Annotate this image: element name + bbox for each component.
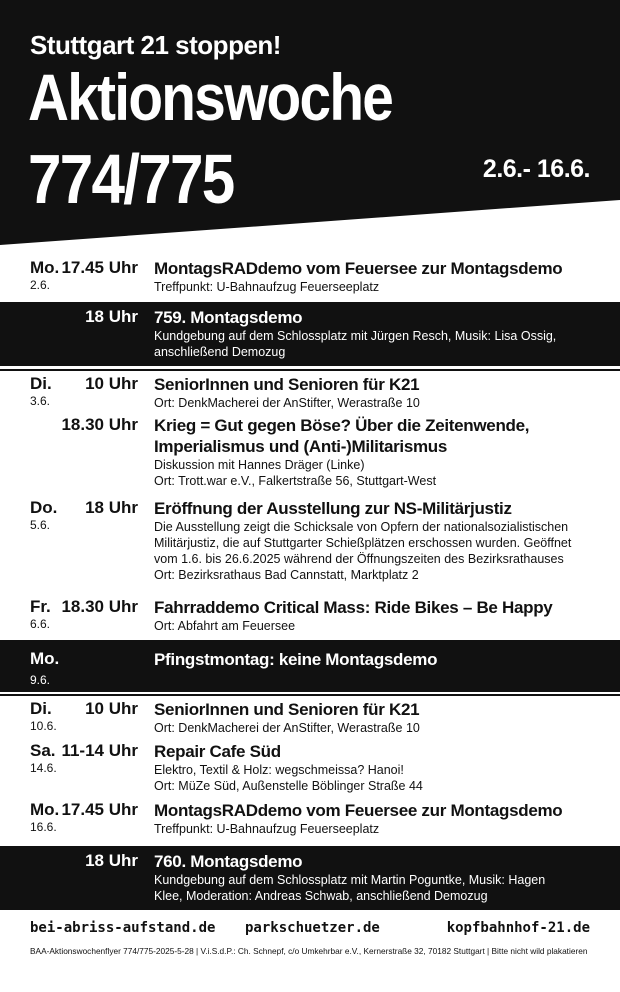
divider: [0, 694, 620, 696]
header-date-range: 2.6.- 16.6.: [482, 155, 590, 183]
event-time: 18.30 Uhr: [61, 415, 138, 434]
event-description: Ort: DenkMacherei der AnStifter, Werastraße 10: [154, 721, 420, 735]
event-time: 11-14 Uhr: [61, 741, 138, 760]
event-description: Elektro, Textil & Holz: wegschmeissa? Hanoi!: [154, 763, 404, 777]
event-item: [0, 413, 620, 493]
event-item: [0, 372, 620, 414]
event-time: 10 Uhr: [85, 699, 138, 718]
event-description: vom 1.6. bis 26.6.2025 während der Öffnungszeiten des Bezirksrathauses: [154, 552, 564, 566]
header-banner: [0, 0, 620, 250]
event-day: Fr.: [30, 597, 51, 616]
event-time: 18 Uhr: [85, 851, 138, 870]
event-time: 18 Uhr: [85, 307, 138, 326]
event-title: Eröffnung der Ausstellung zur NS-Militärjustiz: [154, 499, 512, 518]
event-title-line2: Imperialismus und (Anti-)Militarismus: [154, 437, 448, 456]
footer-link-kopfbahnhof-21[interactable]: kopfbahnhof-21.de: [446, 920, 590, 936]
event-time: 18.30 Uhr: [61, 597, 138, 616]
event-description: Treffpunkt: U-Bahnaufzug Feuerseeplatz: [154, 280, 380, 294]
event-day: Do.: [30, 498, 58, 517]
event-item-highlight: [0, 846, 620, 910]
event-description: Kundgebung auf dem Schlossplatz mit Jürgen Resch, Musik: Lisa Ossig,: [154, 329, 557, 343]
event-item: [0, 496, 620, 594]
event-time: 17.45 Uhr: [61, 258, 138, 277]
event-date: 5.6.: [30, 518, 51, 532]
event-item: [0, 595, 620, 637]
event-date: 2.6.: [30, 278, 51, 292]
event-description: Treffpunkt: U-Bahnaufzug Feuerseeplatz: [154, 822, 380, 836]
event-title: 759. Montagsdemo: [154, 308, 303, 327]
footer-link-bei-abriss-aufstand[interactable]: bei-abriss-aufstand.de: [30, 920, 216, 936]
event-title: Fahrraddemo Critical Mass: Ride Bikes – Be Happy: [154, 598, 553, 617]
event-item: [0, 739, 620, 797]
event-title: SeniorInnen und Senioren für K21: [154, 375, 420, 394]
event-title: Pfingstmontag: keine Montagsdemo: [154, 650, 438, 669]
event-time: 10 Uhr: [85, 374, 138, 393]
event-day: Di.: [30, 374, 52, 393]
event-date: 6.6.: [30, 617, 51, 631]
event-description: Klee, Moderation: Andreas Schwab, anschließend Demozug: [154, 889, 488, 903]
event-description: Die Ausstellung zeigt die Schicksale von Opfern der nationalsozialistischen: [154, 520, 569, 534]
header-subtitle: Stuttgart 21 stoppen!: [30, 30, 281, 60]
event-time: 18 Uhr: [85, 498, 138, 517]
event-title: 760. Montagsdemo: [154, 852, 303, 871]
event-title: Repair Cafe Süd: [154, 742, 281, 761]
event-description: Ort: Abfahrt am Feuersee: [154, 619, 296, 633]
event-date: 3.6.: [30, 394, 51, 408]
event-title: MontagsRADdemo vom Feuersee zur Montagsdemo: [154, 801, 563, 820]
event-item: [0, 798, 620, 840]
event-description: Ort: Trott.war e.V., Falkertstraße 56, Stuttgart-West: [154, 474, 437, 488]
event-description: Ort: MüZe Süd, Außenstelle Böblinger Straße 44: [154, 779, 423, 793]
event-day: Mo.: [30, 800, 60, 819]
event-day: Di.: [30, 699, 52, 718]
event-description: Diskussion mit Hannes Dräger (Linke): [154, 458, 365, 472]
header-week-numbers: 774/775: [28, 140, 234, 218]
event-day: Sa.: [30, 741, 56, 760]
event-item-highlight: [0, 640, 620, 692]
event-description: Kundgebung auf dem Schlossplatz mit Martin Poguntke, Musik: Hagen: [154, 873, 546, 887]
event-description: Ort: Bezirksrathaus Bad Cannstatt, Marktplatz 2: [154, 568, 419, 582]
event-description: Militärjustiz, die auf Stuttgarter Schießplätzen erschossen wurden. Geöffnet: [154, 536, 572, 550]
event-title: SeniorInnen und Senioren für K21: [154, 700, 420, 719]
header-title: Aktionswoche: [28, 60, 393, 134]
event-title: MontagsRADdemo vom Feuersee zur Montagsdemo: [154, 259, 563, 278]
event-item: [0, 697, 620, 739]
footer-links: [30, 920, 590, 942]
footer-imprint: BAA-Aktionswochenflyer 774/775-2025-5-28 | V.i.S.d.P.: Ch. Schnepf, c/o Umkehrbar e.V., Kernerstraße 32, 70182 Stuttgart | Bitte nicht wild plakatieren: [30, 946, 588, 956]
event-date: 10.6.: [30, 719, 57, 733]
event-date: 9.6.: [30, 673, 51, 687]
event-description: anschließend Demozug: [154, 345, 286, 359]
event-item-highlight: [0, 302, 620, 366]
event-time: 17.45 Uhr: [61, 800, 138, 819]
event-day: Mo.: [30, 649, 60, 668]
event-description: Ort: DenkMacherei der AnStifter, Werastraße 10: [154, 396, 420, 410]
event-day: Mo.: [30, 258, 60, 277]
event-title: Krieg = Gut gegen Böse? Über die Zeitenwende,: [154, 416, 530, 435]
event-date: 16.6.: [30, 820, 57, 834]
footer-link-parkschuetzer[interactable]: parkschuetzer.de: [245, 920, 380, 936]
divider: [0, 369, 620, 371]
event-item: [0, 256, 620, 298]
event-date: 14.6.: [30, 761, 57, 775]
